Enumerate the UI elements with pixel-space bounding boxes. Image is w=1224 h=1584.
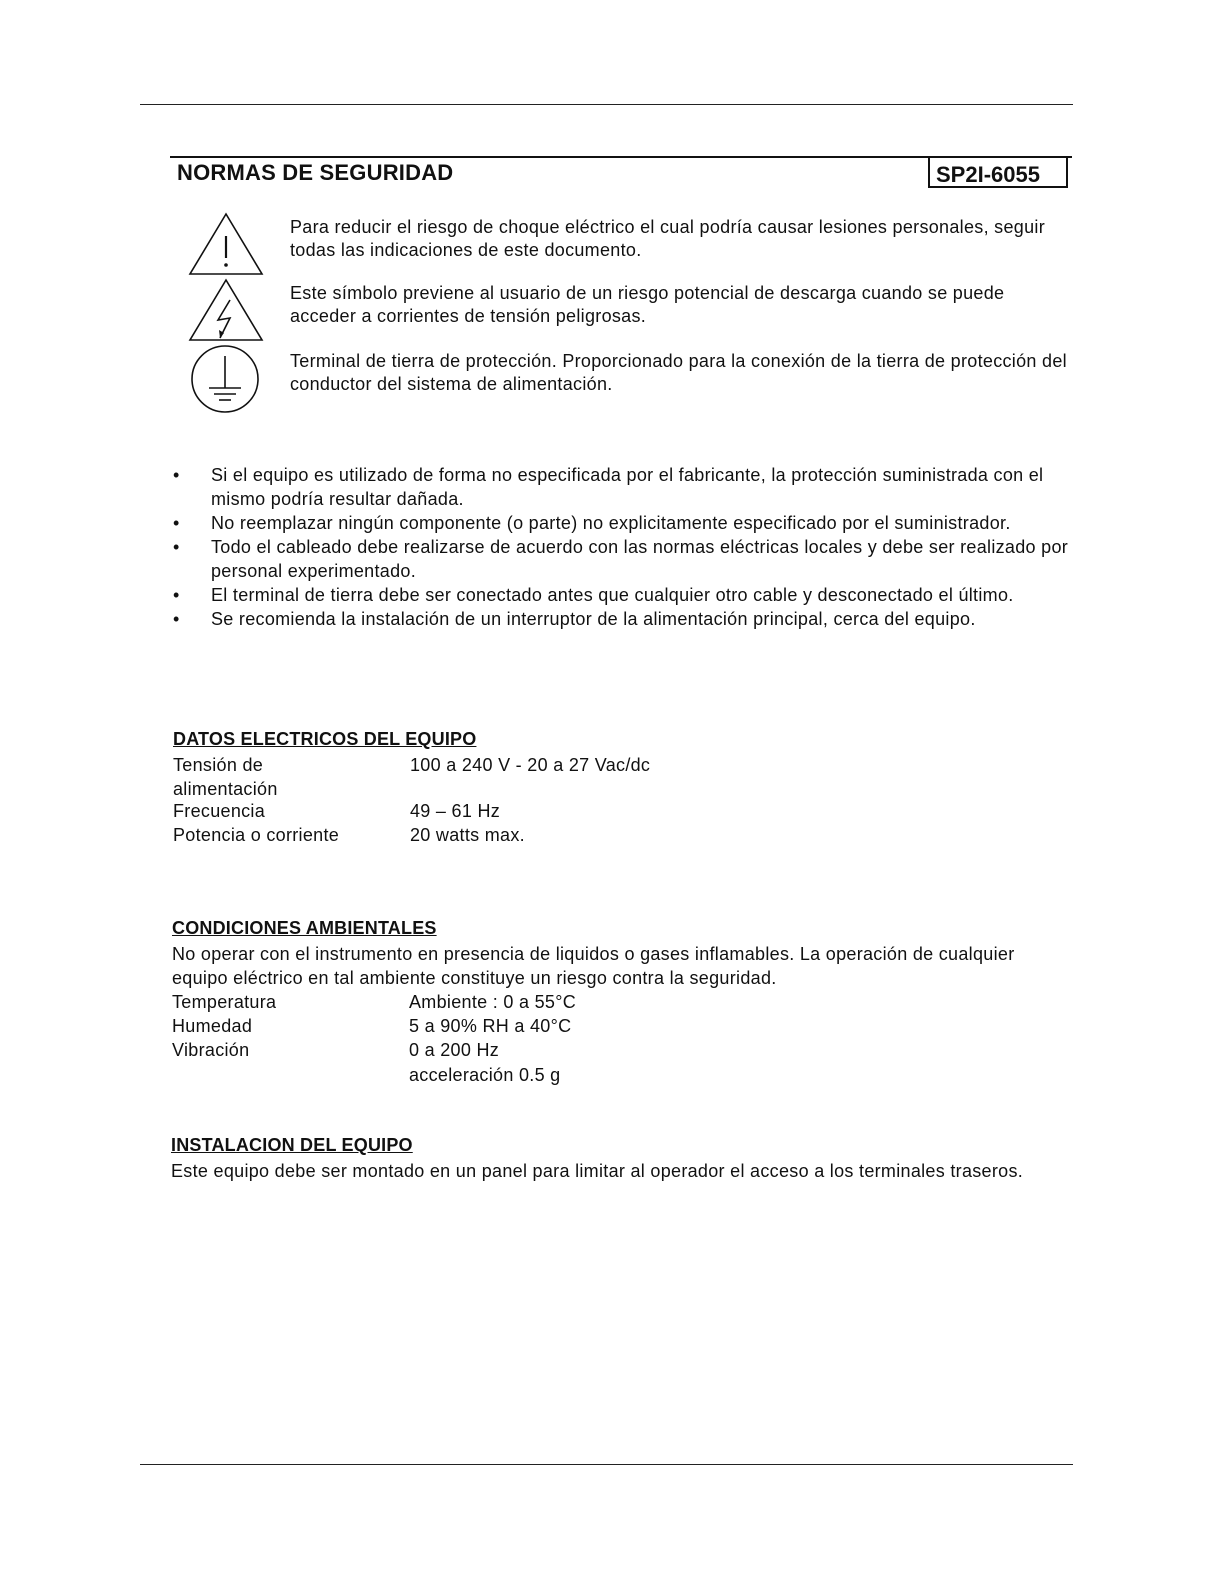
bullet-glyph: • — [173, 585, 180, 605]
symbol-text-shock: Este símbolo previene al usuario de un riesgo potencial de descarga cuando se puede acceder a corrientes de tensión peligrosas. — [290, 283, 1005, 326]
environmental-label-humidity: Humedad — [172, 1016, 253, 1036]
environmental-value-humidity: 5 a 90% RH a 40°C — [409, 1016, 572, 1036]
electric-shock-triangle-icon — [188, 278, 264, 342]
environmental-value-vibration: 0 a 200 Hz — [409, 1040, 500, 1060]
list-item: • No reemplazar ningún componente (o parte) no explicitamente especificado por el suministrador. — [173, 513, 1011, 533]
protective-earth-icon — [188, 344, 264, 414]
environmental-label-vibration: Vibración — [172, 1040, 250, 1060]
environmental-text: No operar con el instrumento en presencia de liquidos o gases inflamables. La operación de cualquier equipo eléctrico en tal ambiente constituye un riesgo contra la seguridad. — [172, 944, 1015, 988]
list-item: • El terminal de tierra debe ser conectado antes que cualquier otro cable y desconectado el último. — [173, 585, 1014, 605]
environmental-label-temperature: Temperatura — [172, 992, 277, 1012]
installation-text: Este equipo debe ser montado en un panel para limitar al operador el acceso a los terminales traseros. — [171, 1161, 1024, 1181]
bullet-glyph: • — [173, 537, 180, 557]
electrical-value-voltage: 100 a 240 V - 20 a 27 Vac/dc — [410, 755, 651, 775]
electrical-label-frequency: Frecuencia — [173, 801, 266, 821]
electrical-value-power: 20 watts max. — [410, 825, 525, 845]
environmental-value-acceleration: acceleración 0.5 g — [409, 1065, 561, 1085]
warning-triangle-icon — [188, 212, 264, 276]
safety-bullet-list — [172, 463, 1072, 631]
environmental-value-temperature: Ambiente : 0 a 55°C — [409, 992, 576, 1012]
installation-heading: INSTALACION DEL EQUIPO — [171, 1135, 413, 1155]
list-item: • Todo el cableado debe realizarse de acuerdo con las normas eléctricas locales y debe ser realizado por personal experimentado. — [173, 537, 1069, 581]
list-item: • Se recomienda la instalación de un interruptor de la alimentación principal, cerca del equipo. — [173, 609, 976, 629]
symbol-text-earth: Terminal de tierra de protección. Proporcionado para la conexión de la tierra de protección del conductor del sistema de alimentación. — [290, 351, 1067, 394]
bullet-glyph: • — [173, 465, 180, 485]
top-rule — [140, 104, 1073, 105]
bullet-glyph: • — [173, 609, 180, 629]
electrical-value-frequency: 49 – 61 Hz — [410, 801, 501, 821]
electrical-heading: DATOS ELECTRICOS DEL EQUIPO — [173, 729, 477, 749]
page-title: NORMAS DE SEGURIDAD — [177, 160, 454, 185]
bullet-glyph: • — [173, 513, 180, 533]
electrical-label-voltage: Tensión de alimentación — [173, 755, 278, 799]
list-item: • Si el equipo es utilizado de forma no especificada por el fabricante, la protección suministrada con el mismo podría resultar dañada. — [173, 465, 1044, 509]
bottom-rule — [140, 1464, 1073, 1465]
symbol-text-warning: Para reducir el riesgo de choque eléctrico el cual podría causar lesiones personales, seguir todas las indicaciones de este documento. — [290, 217, 1046, 260]
electrical-label-power: Potencia o corriente — [173, 825, 340, 845]
document-code: SP2I-6055 — [936, 162, 1040, 187]
environmental-heading: CONDICIONES AMBIENTALES — [172, 918, 437, 938]
